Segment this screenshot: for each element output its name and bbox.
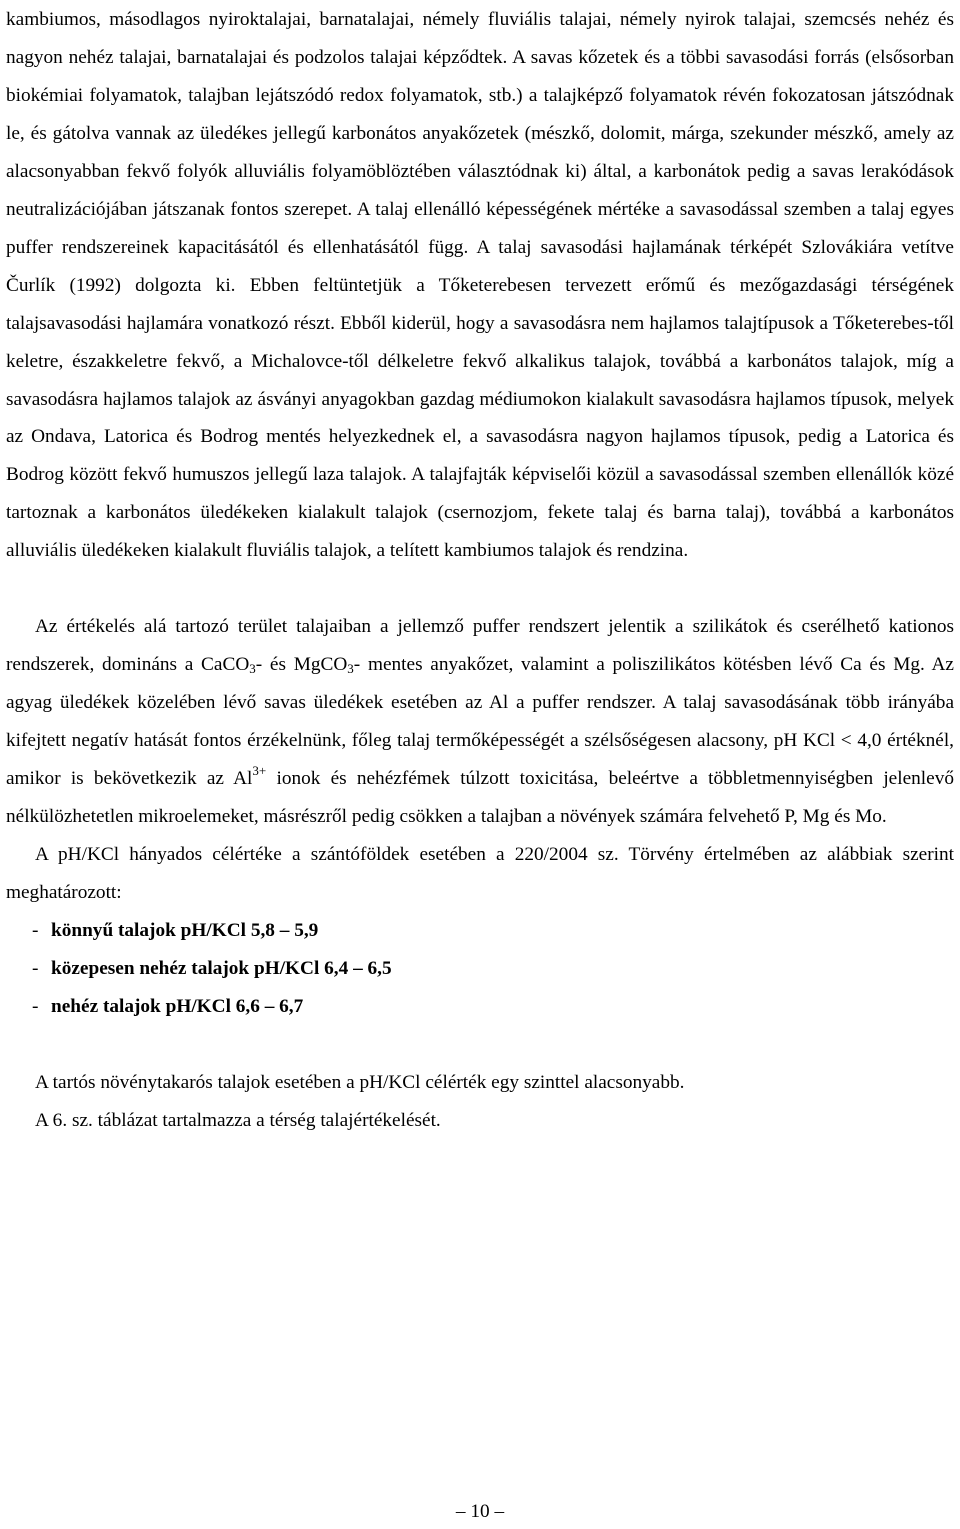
list-item-text: könnyű talajok pH/KCl 5,8 – 5,9: [51, 919, 319, 941]
page-number: – 10 –: [455, 1501, 505, 1522]
paragraph-soil-types: kambiumos, másodlagos nyiroktalajai, barnatalajai, némely fluviális talajai, némely nyirok talajai, szemcsés nehéz és nagyon nehéz talajai, barnatalajai és podzolos talajai képződtek. A savas kőzetek és a többi savasodási forrás (elsősorban biokémiai folyamatok, talajban lejátszódó redox folyamatok, stb.) a talajképző folyamatok révén fokozatosan játszódnak le, és gátolva vannak az üledékes jellegű karbonátos anyakőzetek (mészkő, dolomit, márga, szekunder mészkő, amely az alacsonyabban fekvő folyók alluviális folyamöblöztében választódnak ki) által, a karbonátok pedig a savas lerakódások neutralizációjában játszanak fontos szerepet. A talaj ellenálló képességének mértéke a savasodással szemben a talaj egyes puffer rendszereinek kapacitásától és ellenhatásától függ. A talaj savasodási hajlamának térképét Szlovákiára vetítve Čurlík (1992) dolgozta ki. Ebben feltüntetjük a Tőketerebesen tervezett erőmű és mezőgazdasági térségének talajsavasodási hajlamára vonatkozó részt. Ebből kiderül, hogy a savasodásra nem hajlamos talajtípusok a Tőketerebes-től keletre, északkeletre fekvő, a Michalovce-től délkeletre fekvő alkalikus talajok, továbbá a karbonátos talajok, míg a savasodásra hajlamos talajok az ásványi anyagokban gazdag médiumokon kialakult savasodásra hajlamos típusok, melyek az Ondava, Latorica és Bodrog mentés helyezkednek el, a savasodásra nagyon hajlamos típusok, pedig a Latorica és Bodrog között fekvő humuszos jellegű laza talajok. A talajfajták képviselői közül a savasodással szemben ellenállók közé tartoznak a karbonátos üledékeken kialakult talajok (csernozjom, fekete talaj és barna talaj), továbbá a karbonátos alluviális üledékeken kialakult fluviális talajok, a telített kambiumos talajok és rendzina.: [6, 9, 954, 562]
list-dash: -: [32, 995, 39, 1017]
text-segment: Az értékelés alá tartozó terület talajaiban a jellemző puffer rendszert jelentik a szilikátok és cserélhető kationos rendszerek, domináns a CaCO: [6, 616, 954, 676]
paragraph-permanent-cover: A tartós növénytakarós talajok esetében a pH/KCl célérték egy szinttel alacsonyabb.: [35, 1071, 685, 1093]
paragraph-buffer-systems: [6, 608, 954, 836]
subscript: 3: [249, 661, 256, 677]
text-segment: - mentes anyakőzet, valamint a poliszilikátos kötésben lévő Ca és Mg. Az agyag üledékek közelében lévő savas üledékek esetében az Al a puffer rendszer. A talaj savasodásának több irányába kifejtett negatív hatását fontos érzékelnünk, főleg talaj termőképességét a szélsőségesen alacsony, pH KCl < 4,0 értéknél, amikor is bekövetkezik az Al: [6, 654, 954, 790]
paragraph-ph-target: A pH/KCl hányados célértéke a szántóföldek esetében a 220/2004 sz. Törvény értelmében az alábbiak szerint meghatározott:: [6, 844, 954, 903]
text-segment: - és MgCO: [255, 654, 348, 676]
subscript: 3: [347, 661, 354, 677]
list-item: [32, 950, 954, 988]
list-dash: -: [32, 919, 39, 941]
list-dash: -: [32, 957, 39, 979]
paragraph-table-reference: A 6. sz. táblázat tartalmazza a térség talajértékelését.: [35, 1109, 441, 1131]
document-page: [6, 0, 954, 1140]
list-item-text: közepesen nehéz talajok pH/KCl 6,4 – 6,5: [51, 957, 392, 979]
text-segment: ionok és nehézfémek túlzott toxicitása, beleértve a többletmennyiségben jelenlevő nélkülözhetetlen mikroelemeket, másrészről pedig csökken a talajban a növények számára felvehető P, Mg és Mo.: [6, 768, 954, 828]
list-item: [32, 912, 954, 950]
list-item: [32, 988, 954, 1026]
ph-requirements-list: [6, 912, 954, 1026]
list-item-text: nehéz talajok pH/KCl 6,6 – 6,7: [51, 995, 304, 1017]
superscript: 3+: [252, 763, 267, 779]
